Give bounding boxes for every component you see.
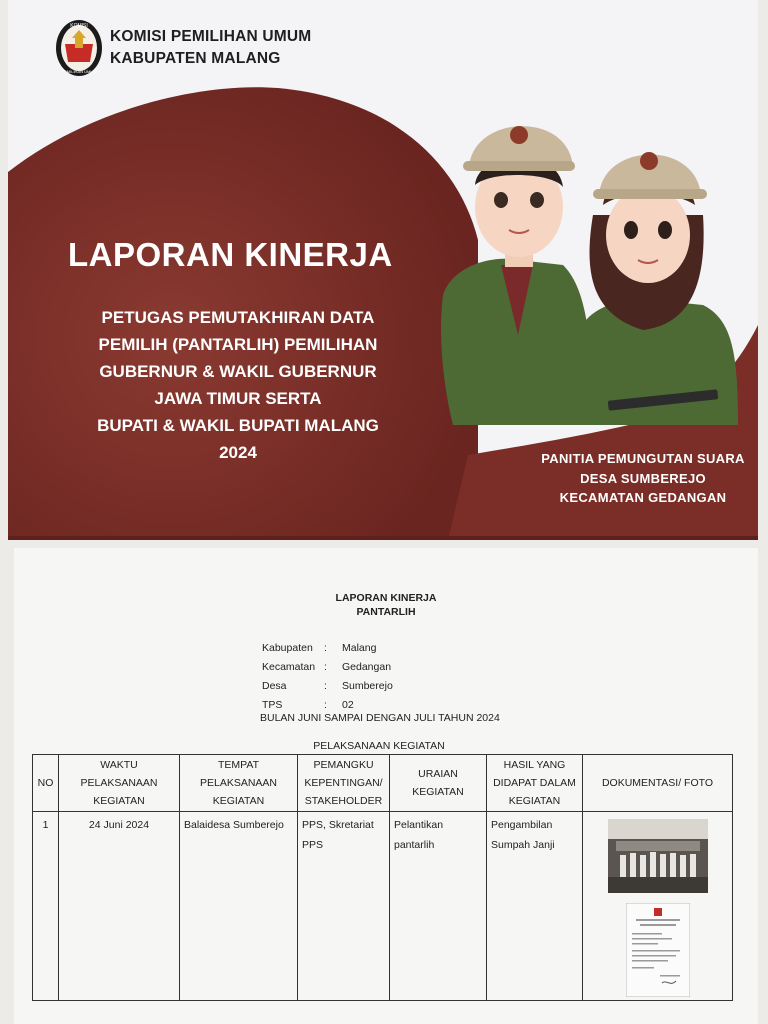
cell-dokumentasi xyxy=(583,812,733,1001)
organization-name xyxy=(110,26,311,70)
header-pemangku: PEMANGKU KEPENTINGAN/ STAKEHOLDER xyxy=(298,755,390,812)
header-hasil: HASIL YANG DIDAPAT DALAM KEGIATAN xyxy=(487,755,583,812)
document-photo-image xyxy=(626,903,690,997)
subtitle-line: GUBERNUR & WAKIL GUBERNUR xyxy=(99,362,377,381)
cover-subtitle xyxy=(68,304,408,466)
header-dokumentasi: DOKUMENTASI/ FOTO xyxy=(583,755,733,812)
subtitle-line: JAWA TIMUR SERTA xyxy=(154,389,322,408)
committee-line: PANITIA PEMUNGUTAN SUARA xyxy=(541,451,745,466)
info-row-kecamatan xyxy=(262,661,393,680)
header-uraian: URAIAN KEGIATAN xyxy=(390,755,487,812)
header-tempat: TEMPAT PELAKSANAAN KEGIATAN xyxy=(180,755,298,812)
info-row-kabupaten xyxy=(262,642,393,661)
info-label: Kecamatan xyxy=(262,661,316,673)
cell-uraian: Pelantikan pantarlih xyxy=(390,812,487,1001)
cell-hasil: Pengambilan Sumpah Janji xyxy=(487,812,583,1001)
info-value: 02 xyxy=(342,699,354,711)
info-label: TPS xyxy=(262,699,283,711)
info-separator: : xyxy=(324,680,327,692)
info-separator: : xyxy=(324,642,327,654)
kpu-emblem-icon xyxy=(54,18,104,78)
org-line: KOMISI PEMILIHAN UMUM xyxy=(110,28,312,45)
header-waktu: WAKTU PELAKSANAAN KEGIATAN xyxy=(59,755,180,812)
info-label: Desa xyxy=(262,680,287,692)
report-period: BULAN JUNI SAMPAI DENGAN JULI TAHUN 2024 xyxy=(260,712,500,724)
cell-waktu: 24 Juni 2024 xyxy=(59,812,180,1001)
header-no: NO xyxy=(33,755,59,812)
report-page xyxy=(14,548,758,1024)
cover-title: LAPORAN KINERJA xyxy=(68,236,393,273)
cell-no: 1 xyxy=(33,812,59,1001)
committee-line: DESA SUMBEREJO xyxy=(580,470,706,486)
committee-line: KECAMATAN GEDANGAN xyxy=(559,490,727,505)
table-header-row xyxy=(33,755,733,812)
info-label: Kabupaten xyxy=(262,642,313,654)
info-value: Sumberejo xyxy=(342,680,393,692)
report-cover xyxy=(8,0,758,540)
subtitle-line: PEMILIH (PANTARLIH) PEMILIHAN xyxy=(98,335,378,354)
info-value: Gedangan xyxy=(342,661,392,673)
org-line: KABUPATEN MALANG xyxy=(110,50,281,67)
subtitle-line: 2024 xyxy=(219,443,257,462)
info-row-desa xyxy=(262,680,393,699)
cell-pemangku: PPS, Skretariat PPS xyxy=(298,812,390,1001)
group-photo-image xyxy=(608,819,708,893)
kpu-logo xyxy=(54,18,104,78)
subtitle-line: BUPATI & WAKIL BUPATI MALANG xyxy=(97,416,379,435)
info-separator: : xyxy=(324,661,327,673)
table-row xyxy=(33,812,733,1001)
section-title: PELAKSANAAN KEGIATAN xyxy=(313,740,445,752)
pantarlih-officers-illustration xyxy=(433,95,758,455)
committee-name xyxy=(528,449,758,508)
svg-text:KOMISI: KOMISI xyxy=(70,23,88,29)
report-info-block xyxy=(262,642,393,718)
activity-table xyxy=(32,754,733,1001)
info-separator: : xyxy=(324,699,327,711)
cell-tempat: Balaidesa Sumberejo xyxy=(180,812,298,1001)
svg-text:PEMILIHAN UMUM: PEMILIHAN UMUM xyxy=(61,69,97,74)
report-subtitle: PANTARLIH xyxy=(356,606,416,618)
report-title: LAPORAN KINERJA xyxy=(335,592,437,604)
info-value: Malang xyxy=(342,642,377,654)
male-officer-figure xyxy=(441,126,593,425)
female-officer-figure xyxy=(583,152,738,425)
subtitle-line: PETUGAS PEMUTAKHIRAN DATA xyxy=(101,308,375,327)
